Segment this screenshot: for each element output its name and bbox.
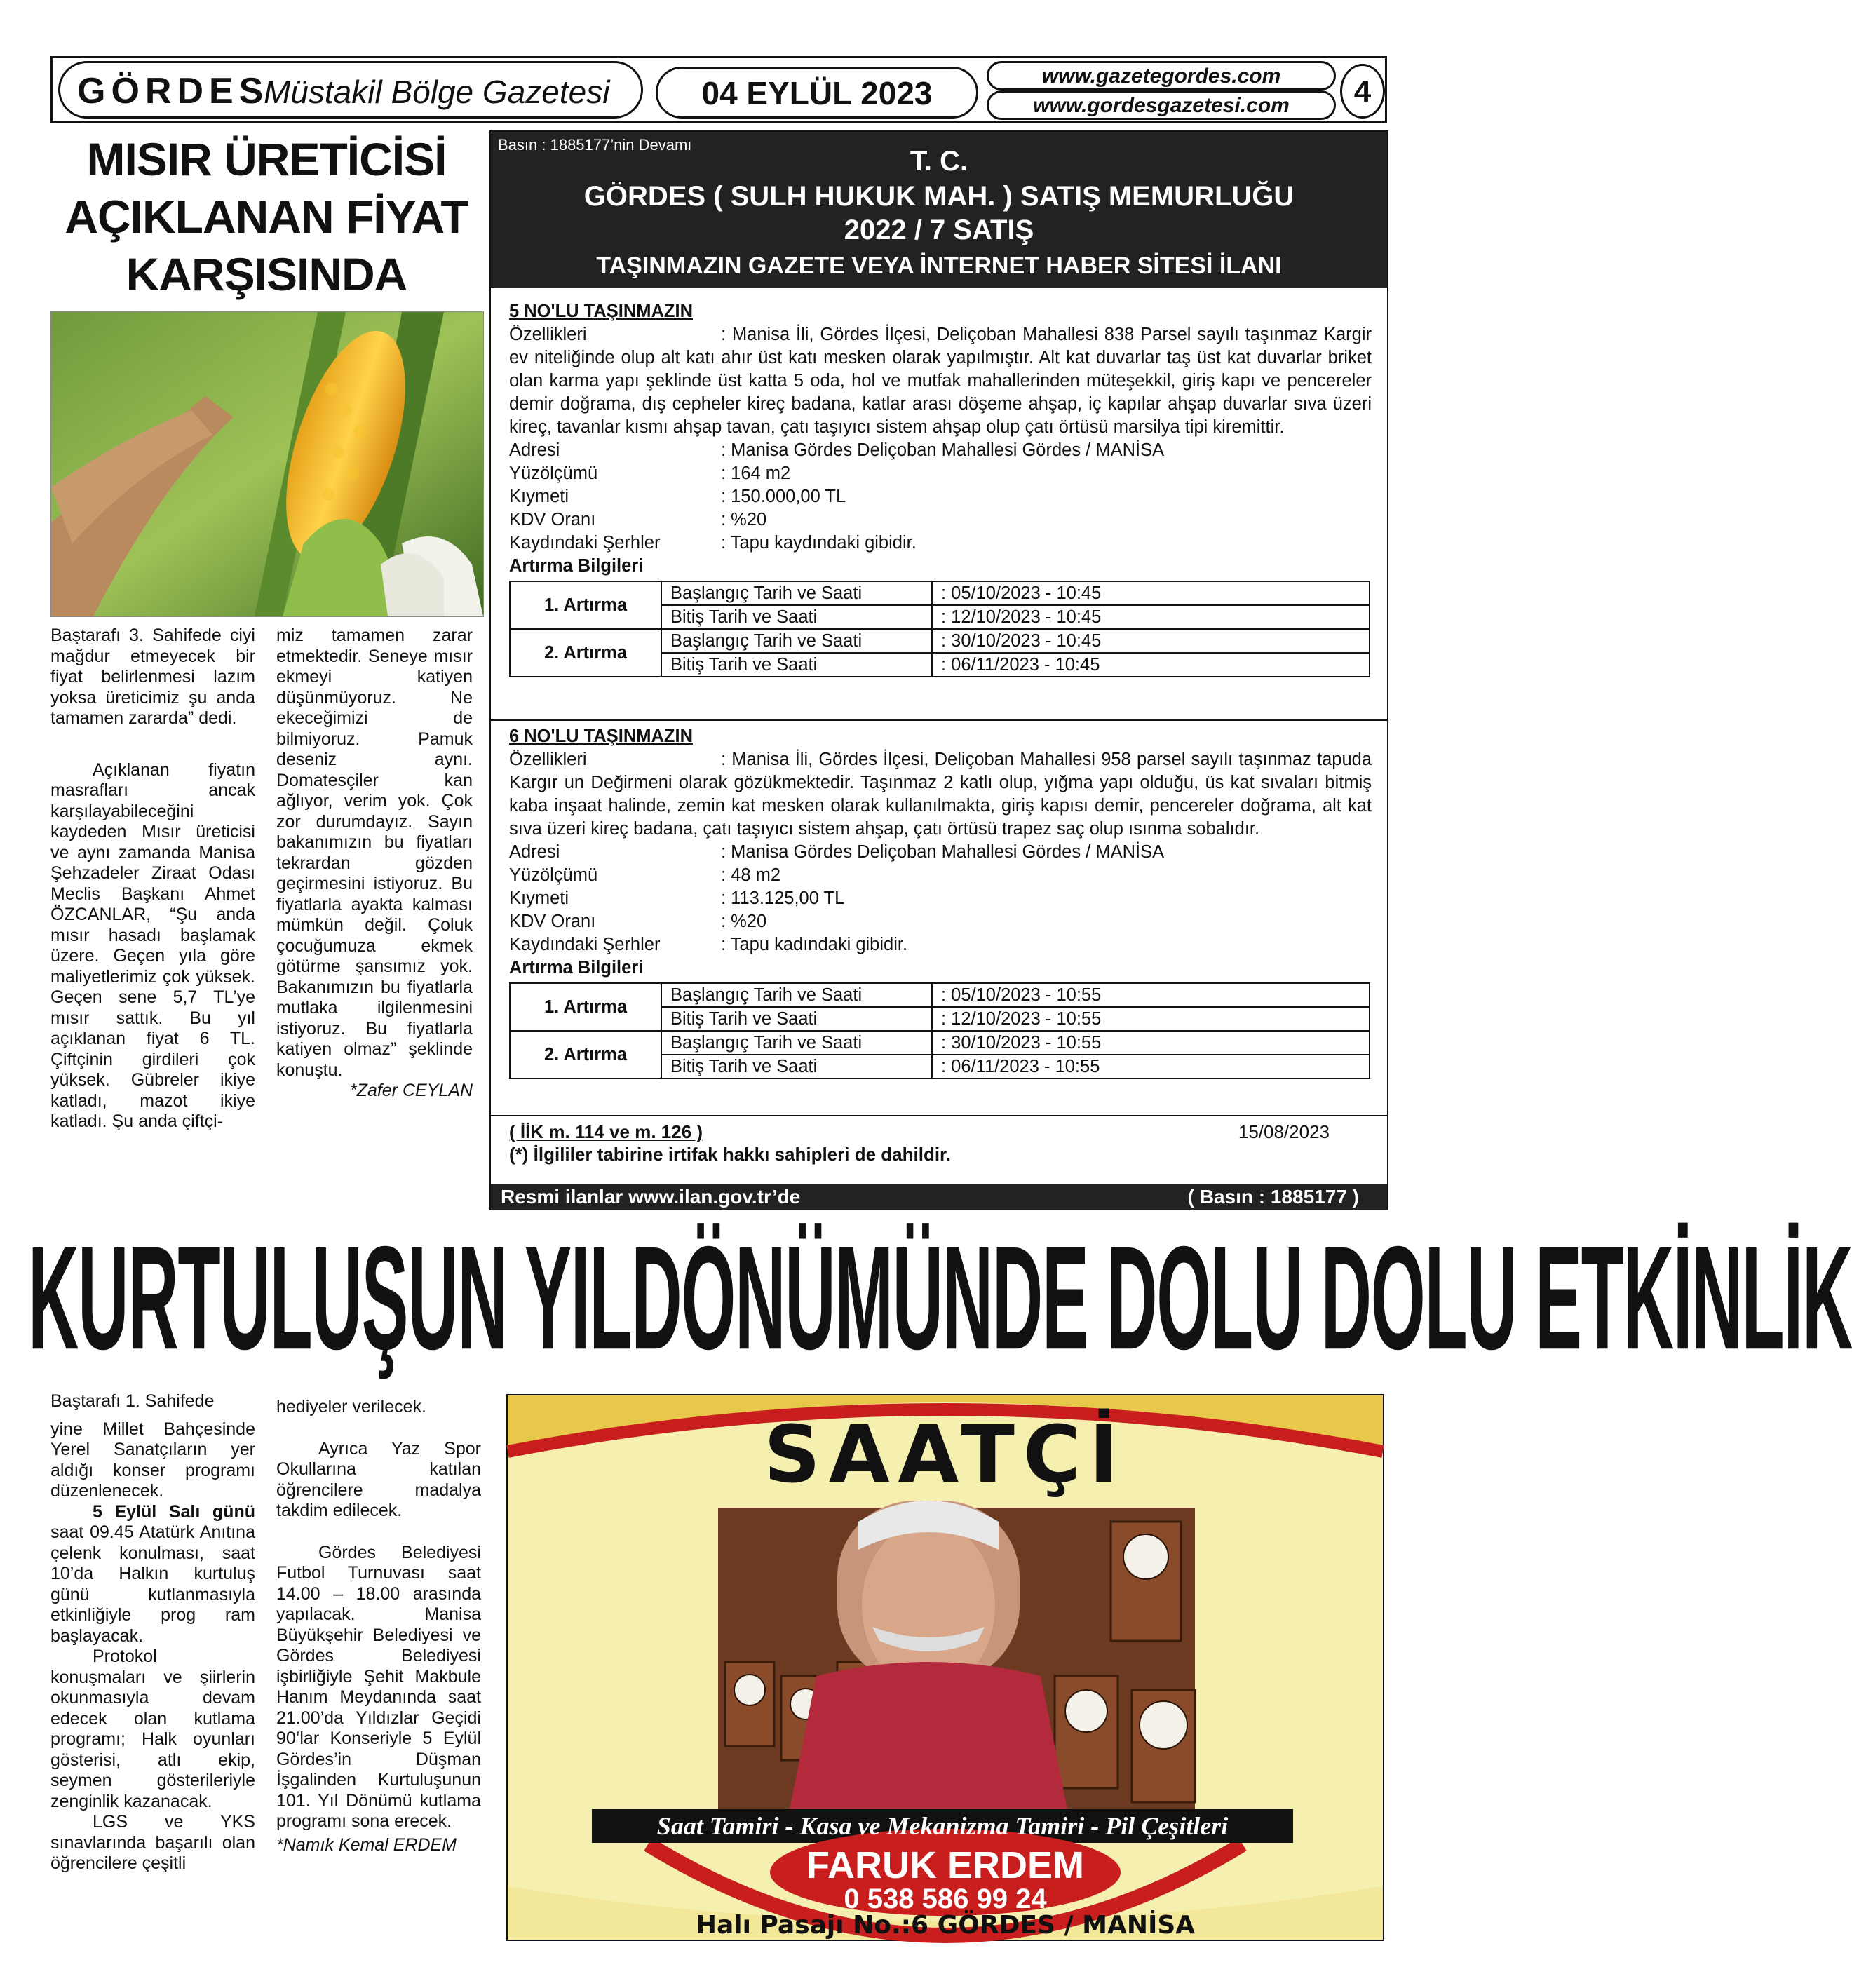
ad-phone[interactable]: 0 538 586 99 24 [844, 1884, 1047, 1914]
article2-paragraph [50, 1502, 255, 1647]
row-key: Kaydındaki Şerhler [509, 533, 661, 553]
property-row [509, 933, 1372, 956]
row-value: : Manisa Gördes Deliçoban Mahallesi Gördes / MANİSA [721, 440, 1165, 460]
table-row [510, 983, 1370, 1007]
bid-start: : 30/10/2023 - 10:55 [932, 1031, 1370, 1055]
row-value: : Tapu kaydındaki gibidir. [721, 533, 917, 553]
newspaper-subtitle: Müstakil Bölge Gazetesi [264, 74, 610, 110]
newspaper-brand: GÖRDES [77, 71, 269, 111]
row-key: Yüzölçümü [509, 464, 598, 483]
row-key: KDV Oranı [509, 510, 596, 529]
press-code: ( Basın : 1885177 ) [1187, 1186, 1359, 1208]
row-value: : 48 m2 [721, 865, 781, 885]
website-link-1[interactable]: www.gazetegordes.com [987, 61, 1336, 90]
website-link-2[interactable]: www.gordesgazetesi.com [987, 90, 1336, 120]
ad-title: SAATÇİ [764, 1409, 1127, 1501]
article1-column-1 [50, 626, 255, 1132]
property-title: 6 NO'LU TAŞINMAZIN [509, 726, 693, 746]
masthead-name-box [58, 61, 643, 119]
property-row [509, 910, 1372, 933]
issue-date: 04 EYLÜL 2023 [656, 67, 978, 119]
bid-start: : 05/10/2023 - 10:55 [932, 983, 1370, 1007]
event-text: saat 09.45 Atatürk Anıtına çelenk konulması, saat 10’da Halkın kurtuluş günü kutlanmasıyla etkinliğiyle prog ram başlayacak. [50, 1522, 255, 1646]
row-key: Kıymeti [509, 487, 569, 506]
bid-start: : 05/10/2023 - 10:45 [932, 581, 1370, 605]
property-row [509, 462, 1372, 485]
property-row [509, 864, 1372, 887]
article2-paragraph: yine Millet Bahçesinde Yerel Sanatçıların yer aldığı konser programı düzenlenecek. [50, 1419, 255, 1501]
bid-end-label: Bitiş Tarih ve Saati [661, 605, 932, 629]
row-key: Kıymeti [509, 888, 569, 908]
features-text: : Manisa İli, Gördes İlçesi, Deliçoban Mahallesi 838 Parsel sayılı taşınmaz Kargir ev niteliğinde olup alt katı ahır üst katı mesken olarak yapılmıştır. Alt kat duvarlar taş üst kat duvarlar briket olan karma yapı şeklinde üst katta 5 oda, hol ve mutfak mahallerinden müteşekkil, giriş kapı ve pencereler demir doğrama, dış cepheler kireç badana, katlar arası döşeme ahşap, iç kapılar ahşap duvarlar sıva üzeri kireç, tavanlar kısmı ahşap tavan, çatı taşıyıcı sistem ahşap olup çatı örtüsü marsilya tipi kiremittir. [509, 325, 1372, 437]
row-value: : 113.125,00 TL [721, 888, 845, 908]
notice-title-4: TAŞINMAZIN GAZETE VEYA İNTERNET HABER SİTESİ İLANI [596, 252, 1282, 279]
ad-owner-name: FARUK ERDEM [806, 1844, 1084, 1886]
property-row [509, 508, 1372, 532]
row-value: : Manisa Gördes Deliçoban Mahallesi Gördes / MANİSA [721, 842, 1165, 862]
bid-end: : 12/10/2023 - 10:55 [932, 1007, 1370, 1031]
bid-end-label: Bitiş Tarih ve Saati [661, 653, 932, 677]
row-value: : %20 [721, 912, 767, 931]
notice-title-2: GÖRDES ( SULH HUKUK MAH. ) SATIŞ MEMURLUĞU [583, 181, 1295, 212]
property-5-section [509, 300, 1372, 677]
notice-title-3: 2022 / 7 SATIŞ [844, 215, 1034, 245]
bid-end: : 06/11/2023 - 10:55 [932, 1055, 1370, 1078]
article1-column-2 [276, 626, 473, 1102]
notice-date: 15/08/2023 [1238, 1121, 1330, 1142]
row-key: Yüzölçümü [509, 865, 598, 885]
table-row [510, 581, 1370, 605]
property-row [509, 485, 1372, 508]
section-divider [491, 1115, 1387, 1116]
notice-legal [509, 1121, 1372, 1165]
watch-repair-ad [506, 1394, 1384, 1941]
bid-end: : 06/11/2023 - 10:45 [932, 653, 1370, 677]
headline-line: KARŞISINDA [126, 248, 407, 300]
ad-address: Halı Pasajı No.:6 GÖRDES / MANİSA [695, 1911, 1196, 1940]
bid-start: : 30/10/2023 - 10:45 [932, 629, 1370, 653]
corn-photo [50, 311, 484, 617]
bid-table [509, 581, 1370, 677]
article2-signature: *Namık Kemal ERDEM [276, 1834, 457, 1855]
notice-header [491, 132, 1387, 288]
bid-label: 2. Artırma [510, 629, 661, 677]
property-features [509, 323, 1372, 439]
bid-end: : 12/10/2023 - 10:45 [932, 605, 1370, 629]
article2-paragraph: Protokol konuşmaları ve şiirlerin okunmasıyla devam edecek olan kutlama programı; Halk oyunları gösterisi, atlı ekip, seymen gösterileriyle zenginlik kazanacak. [50, 1646, 255, 1811]
page-number: 4 [1340, 64, 1385, 119]
property-row [509, 532, 1372, 555]
bid-label: 2. Artırma [510, 1031, 661, 1078]
row-key: Adresi [509, 440, 560, 460]
notice-title-1: T. C. [910, 146, 968, 177]
corn-illustration-icon [51, 312, 483, 616]
features-label: Özellikleri [509, 325, 587, 344]
event-date: 5 Eylül Salı günü [93, 1501, 255, 1522]
bid-end-label: Bitiş Tarih ve Saati [661, 1007, 932, 1031]
article1-paragraph: Baştarafı 3. Sahifede ciyi mağdur etmeyecek bir fiyat belirlenmesi lazım yoksa üreticimiz şu anda tamamen zararda” dedi. [50, 626, 255, 728]
bid-label: 1. Artırma [510, 581, 661, 629]
bid-start-label: Başlangıç Tarih ve Saati [661, 983, 932, 1007]
notice-footer [491, 1184, 1387, 1210]
article1-signature: *Zafer CEYLAN [349, 1081, 473, 1100]
bid-start-label: Başlangıç Tarih ve Saati [661, 581, 932, 605]
notice-note: (*) İlgililer tabirine irtifak hakkı sahipleri de dahildir. [509, 1144, 951, 1165]
row-value: : 164 m2 [721, 464, 791, 483]
bid-label: 1. Artırma [510, 983, 661, 1031]
property-row [509, 841, 1372, 864]
row-key: Adresi [509, 842, 560, 862]
article2-paragraph: LGS ve YKS sınavlarında başarılı olan öğrencilere çeşitli [50, 1812, 255, 1873]
row-value: : 150.000,00 TL [721, 487, 846, 506]
bid-info-title: Artırma Bilgileri [509, 556, 644, 576]
ad-services: Saat Tamiri - Kasa ve Mekanizma Tamiri - Pil Çeşitleri [656, 1812, 1229, 1840]
continued-from: Baştarafı 1. Sahifede [50, 1391, 215, 1411]
article1-paragraph: miz tamamen zarar etmektedir. Seneye mısır ekmeyi katiyen düşünmüyoruz. Ne ekeceğimizi de bilmiyoruz. Pamuk deseniz aynı. Domatesçiler kan ağlıyor, verim yok. Çok zor durumdayız. Sayın bakanımızın bu fiyatları tekrardan gözden geçirmesini istiyoruz. Bu fiyatlarla ayakta kalması mümkün değil. Çoluk çocuğumuza ekmek götürme şansımız yok. Bakanımızın bu fiyatlarla mutlaka ilgilenmesini istiyoruz. Bu fiyatlarla katiyen olmaz” şeklinde konuştu. [276, 626, 473, 1080]
bid-start-label: Başlangıç Tarih ve Saati [661, 1031, 932, 1055]
features-text: : Manisa İli, Gördes İlçesi, Deliçoban Mahallesi 958 parsel sayılı taşınmaz tapuda Kargır un Değirmeni olarak gözükmektedir. Taşınmaz 2 katlı olup, yığma yapı olduğu, üs kat sıvaları bitmiş kaba inşaat halinde, zemin kat mesken olarak kullanılmakta, giriş kapısı demir, pencereler doğrama, alt kat sıva üzeri kireç badana, çatı taşıyıcı sistem ahşap, çatı örtüsü trapez saç olup ısınma sobalıdır. [509, 750, 1372, 839]
court-sale-notice [489, 130, 1388, 1210]
property-title: 5 NO'LU TAŞINMAZIN [509, 302, 693, 321]
article2-headline [28, 1216, 1852, 1381]
table-row [510, 1031, 1370, 1055]
row-key: Kaydındaki Şerhler [509, 935, 661, 954]
article1-paragraph: Açıklanan fiyatın masrafları ancak karşılayabileceğini kaydeden Mısır üreticisi ve aynı zamanda Manisa Şehzadeler Ziraat Odası Meclis Başkanı Ahmet ÖZCANLAR, “Şu anda mısır hasadı başlamak üzere. Geçen yıla göre maliyetlerimiz çok yüksek. Geçen sene 5,7 TL’ye mısır sattık. Bu yıl açıklanan fiyat 6 TL. Çiftçinin girdileri çok yüksek. Gübreler ikiye katladı, mazot ikiye katladı. Şu anda çiftçi- [50, 759, 255, 1131]
notice-tag: Basın : 1885177’nin Devamı [498, 136, 692, 154]
article2-paragraph: hediyeler verilecek. [276, 1397, 426, 1416]
headline-line: AÇIKLANAN FİYAT [65, 191, 468, 243]
property-row [509, 439, 1372, 462]
headline-text: KURTULUŞUN YILDÖNÜMÜNDE DOLU DOLU ETKİNLİK [28, 1216, 1852, 1381]
article2-column-1 [50, 1391, 255, 1874]
row-key: KDV Oranı [509, 912, 596, 931]
headline-line: MISIR ÜRETİCİSİ [86, 133, 447, 185]
bid-end-label: Bitiş Tarih ve Saati [661, 1055, 932, 1078]
article2-paragraph: Gördes Belediyesi Futbol Turnuvası saat 14.00 – 18.00 arasında yapılacak. Manisa Büyükşehir Belediyesi ve Gördes Belediyesi işbirliğiyle Şehit Makbule Hanım Meydanında saat 21.00’da Yıldızlar Geçidi 90’lar Konseriyle 5 Eylül Gördes’in Düşman İşgalinden Kurtuluşunun 101. Yıl Dönümü kutlama programı sona erecek. [276, 1542, 481, 1831]
bid-info-title: Artırma Bilgileri [509, 958, 644, 978]
property-features [509, 748, 1372, 841]
row-value: : Tapu kadındaki gibidir. [721, 935, 908, 954]
row-value: : %20 [721, 510, 767, 529]
property-6-section [509, 725, 1372, 1079]
law-reference: ( İİK m. 114 ve m. 126 ) [509, 1121, 703, 1142]
property-row [509, 887, 1372, 910]
section-divider [491, 719, 1387, 721]
bid-start-label: Başlangıç Tarih ve Saati [661, 629, 932, 653]
features-label: Özellikleri [509, 750, 587, 769]
article2-paragraph: Ayrıca Yaz Spor Okullarına katılan öğrencilere madalya takdim edilecek. [276, 1438, 481, 1520]
article2-column-2 [276, 1397, 481, 1855]
bid-table [509, 982, 1370, 1079]
table-row [510, 629, 1370, 653]
masthead [50, 56, 1387, 123]
official-listings-link[interactable]: Resmi ilanlar www.ilan.gov.tr’de [501, 1186, 801, 1208]
